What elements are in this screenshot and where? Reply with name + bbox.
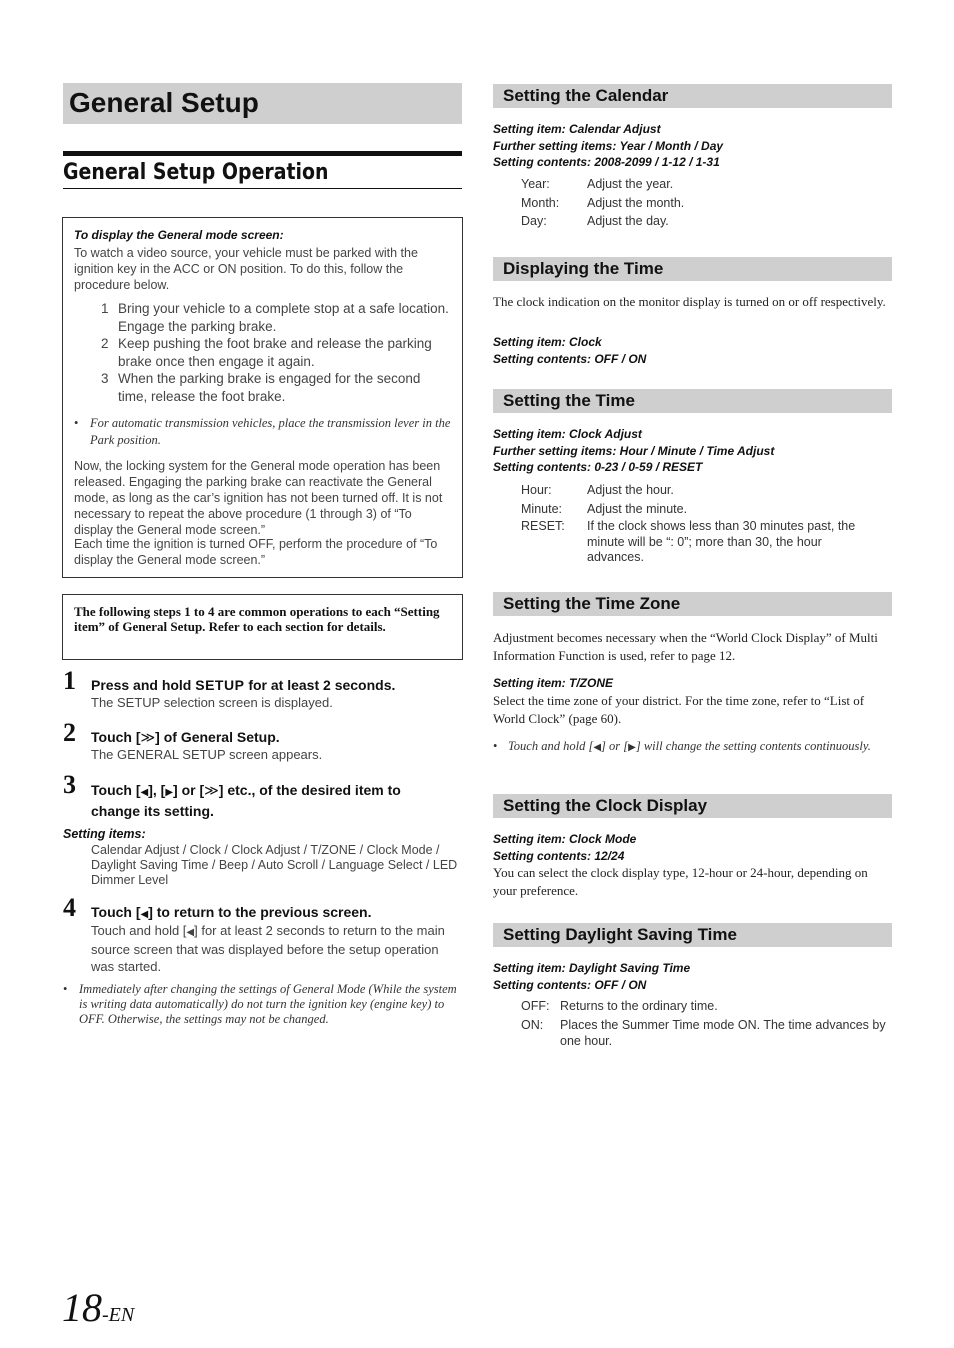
note-text: [508, 738, 871, 756]
left-arrow-icon: ◀: [593, 742, 602, 753]
daylight-settings: [493, 960, 690, 993]
note-text: Immediately after changing the settings of General Mode (While the system is writing data automatically) do not turn the ignition key (engine key) to OFF. Otherwise, the settings may not be changed.: [79, 982, 457, 1026]
row-value: Adjust the hour.: [587, 483, 674, 497]
table-row: [521, 519, 881, 566]
table-row: [521, 998, 886, 1014]
row-key: Hour:: [521, 483, 552, 497]
display-time-settings: [493, 334, 646, 367]
step-2-pre: Touch [: [91, 729, 141, 745]
row-key: OFF:: [521, 999, 550, 1013]
note-text-c: ] will change the setting contents continuously.: [635, 739, 871, 753]
page-suffix: -EN: [102, 1304, 135, 1326]
section-set-time-header: [493, 389, 892, 413]
step-1-post: for at least 2 seconds.: [244, 677, 396, 693]
setup-key-label: SETUP: [195, 677, 245, 693]
row-key: RESET:: [521, 519, 565, 533]
step-4-desc-b: ] for at least 2 seconds to return to the main source screen that was displayed before the setup operation was started.: [91, 923, 445, 974]
mode-box-steps: [101, 300, 451, 405]
forward-arrow-icon: ≫: [204, 782, 219, 798]
further-items-line: Further setting items: Hour / Minute / Time Adjust: [493, 443, 775, 458]
bullet-icon: •: [74, 416, 79, 430]
step-text: Keep pushing the foot brake and release the parking brake once then engage it again.: [118, 336, 432, 369]
note-text: For automatic transmission vehicles, place the transmission lever in the Park position.: [90, 416, 451, 447]
mode-box-intro: To watch a video source, your vehicle must be parked with the ignition key in the ACC or ON position. To do this, follow the procedure below.: [74, 246, 418, 292]
section-title: Setting the Calendar: [503, 86, 669, 105]
operation-heading-bar: [63, 151, 462, 189]
mode-box-heading: To display the General mode screen:: [74, 228, 284, 242]
clock-display-settings: [493, 831, 636, 864]
time-zone-note: [493, 738, 892, 756]
common-steps-box: [62, 594, 463, 660]
step-text: Bring your vehicle to a complete stop at a safe location. Engage the parking brake.: [118, 301, 449, 334]
row-key: Day:: [521, 214, 547, 228]
setting-item-line: Setting item: Clock Mode: [493, 832, 637, 846]
step-3-text-c: ] or [: [173, 782, 205, 798]
step-3-text-e: change its setting.: [91, 803, 214, 819]
step-4-number: 4: [63, 893, 76, 922]
step-3-title: [91, 781, 451, 820]
step-text: When the parking brake is engaged for the second time, release the foot brake.: [118, 371, 421, 404]
setting-contents-line: Setting contents: OFF / ON: [493, 977, 647, 992]
left-arrow-icon: ◀: [140, 787, 149, 798]
step-1-pre: Press and hold: [91, 677, 196, 693]
mode-box-para2: Each time the ignition is turned OFF, perform the procedure of “To display the General mode screen.”: [74, 537, 438, 567]
step-1-number: 1: [63, 666, 76, 695]
step-number: 1: [101, 301, 109, 316]
table-row: [521, 481, 881, 500]
further-items-line: Further setting items: Year / Month / Day: [493, 138, 724, 153]
row-value: Returns to the ordinary time.: [560, 999, 718, 1013]
time-zone-setting-item: Setting item: T/ZONE: [493, 676, 613, 690]
calendar-settings: [493, 121, 723, 171]
table-row: [521, 500, 881, 519]
row-value: Adjust the month.: [587, 195, 685, 210]
section-title: Displaying the Time: [503, 259, 664, 278]
row-value: Adjust the minute.: [587, 501, 688, 516]
right-arrow-icon: ▶: [165, 787, 174, 798]
setting-item-line: Setting item: Daylight Saving Time: [493, 961, 691, 975]
setting-contents-line: Setting contents: OFF / ON: [493, 351, 647, 366]
right-arrow-icon: ▶: [628, 742, 636, 753]
step-1-desc: The SETUP selection screen is displayed.: [91, 695, 333, 710]
step-number: 2: [101, 336, 109, 351]
section-title: Setting Daylight Saving Time: [503, 925, 737, 944]
time-zone-body: Adjustment becomes necessary when the “World Clock Display” of Multi Information Function is used, refer to page 12.: [493, 630, 878, 663]
step-2-number: 2: [63, 718, 76, 747]
time-zone-body2: Select the time zone of your district. For the time zone, refer to “List of World Clock” (page 60).: [493, 693, 865, 726]
row-key: Month:: [521, 195, 560, 210]
section-time-zone-header: [493, 592, 892, 616]
set-time-table: [521, 481, 881, 566]
section-calendar-header: [493, 84, 892, 108]
table-row: [521, 212, 684, 231]
setting-items-label: Setting items:: [63, 827, 146, 841]
forward-arrow-icon: ≫: [140, 729, 156, 745]
note-text-b: ] or [: [601, 739, 629, 753]
bullet-icon: •: [493, 739, 498, 753]
set-time-settings: [493, 426, 774, 476]
row-key: Minute:: [521, 501, 562, 516]
mode-box-note: [74, 415, 454, 449]
setting-item-line: Setting item: Clock: [493, 335, 602, 349]
common-steps-text: The following steps 1 to 4 are common operations to each “Setting item” of General Setup. Refer to each section for details.: [74, 604, 440, 634]
list-item: [101, 335, 451, 370]
setting-item-line: Setting item: Calendar Adjust: [493, 122, 661, 136]
step-3-text-a: Touch [: [91, 782, 141, 798]
calendar-table: [521, 175, 684, 231]
daylight-table: [521, 998, 886, 1049]
section-daylight-header: [493, 923, 892, 947]
table-row: [521, 1017, 886, 1049]
bottom-note: [63, 982, 463, 1027]
row-value: If the clock shows less than 30 minutes past, the minute will be “: 0”; more than 30, the hour advances.: [587, 519, 856, 564]
step-2-post: ] of General Setup.: [155, 729, 280, 745]
step-number: 3: [101, 371, 109, 386]
section-display-time-header: [493, 257, 892, 281]
step-4-pre: Touch [: [91, 904, 141, 920]
step-4-desc-a: Touch and hold [: [91, 923, 187, 938]
step-2-title: [91, 729, 280, 746]
table-row: [521, 175, 684, 194]
note-text-a: Touch and hold [: [508, 739, 594, 753]
page-title: General Setup: [69, 87, 259, 118]
setting-item-line: Setting item: Clock Adjust: [493, 427, 642, 441]
section-title: Setting the Clock Display: [503, 796, 708, 815]
row-value: Adjust the year.: [587, 177, 674, 191]
step-2-desc: The GENERAL SETUP screen appears.: [91, 747, 323, 762]
left-arrow-icon: ◀: [186, 927, 195, 938]
setting-contents-line: Setting contents: 2008-2099 / 1-12 / 1-31: [493, 155, 720, 169]
bullet-icon: •: [63, 982, 68, 996]
section-title: Setting the Time: [503, 391, 635, 410]
row-key: ON:: [521, 1018, 544, 1032]
setting-items-text: Calendar Adjust / Clock / Clock Adjust / T/ZONE / Clock Mode / Daylight Saving Time / Beep / Auto Scroll / Language Select / LED Dimmer Level: [91, 843, 458, 887]
step-3-text-b: ], [: [148, 782, 166, 798]
mode-box-para1: Now, the locking system for the General mode operation has been released. Engaging the parking brake can reactivate the General mode, as long as the car’s ignition has not been turned off. It is not necessary to repeat the above procedure (1 through 3) of “To display the General mode screen.”: [74, 459, 443, 537]
step-1-title: [91, 677, 395, 693]
general-mode-box: [62, 217, 463, 578]
table-row: [521, 194, 684, 213]
operation-heading: General Setup Operation: [63, 160, 329, 185]
list-item: [101, 300, 451, 335]
setting-contents-line: Setting contents: 12/24: [493, 848, 625, 863]
step-4-desc: [91, 922, 451, 975]
step-3-number: 3: [63, 770, 76, 799]
display-time-body: The clock indication on the monitor display is turned on or off respectively.: [493, 294, 886, 309]
row-value: Adjust the day.: [587, 214, 669, 228]
row-value: Places the Summer Time mode ON. The time advances by one hour.: [560, 1018, 886, 1048]
page-number: [62, 1284, 134, 1331]
step-4-post: ] to return to the previous screen.: [148, 904, 372, 920]
step-4-title: [91, 904, 371, 920]
row-key: Year:: [521, 177, 550, 191]
setting-contents-line: Setting contents: 0-23 / 0-59 / RESET: [493, 460, 703, 474]
page-title-bar: [63, 83, 462, 124]
page-number-value: 18: [62, 1285, 102, 1330]
list-item: [101, 370, 451, 405]
step-3-text-d: ] etc., of the desired item to: [218, 782, 401, 798]
clock-display-body: You can select the clock display type, 12-hour or 24-hour, depending on your preference.: [493, 865, 868, 898]
left-arrow-icon: ◀: [140, 909, 149, 920]
section-clock-display-header: [493, 794, 892, 818]
section-title: Setting the Time Zone: [503, 594, 681, 613]
